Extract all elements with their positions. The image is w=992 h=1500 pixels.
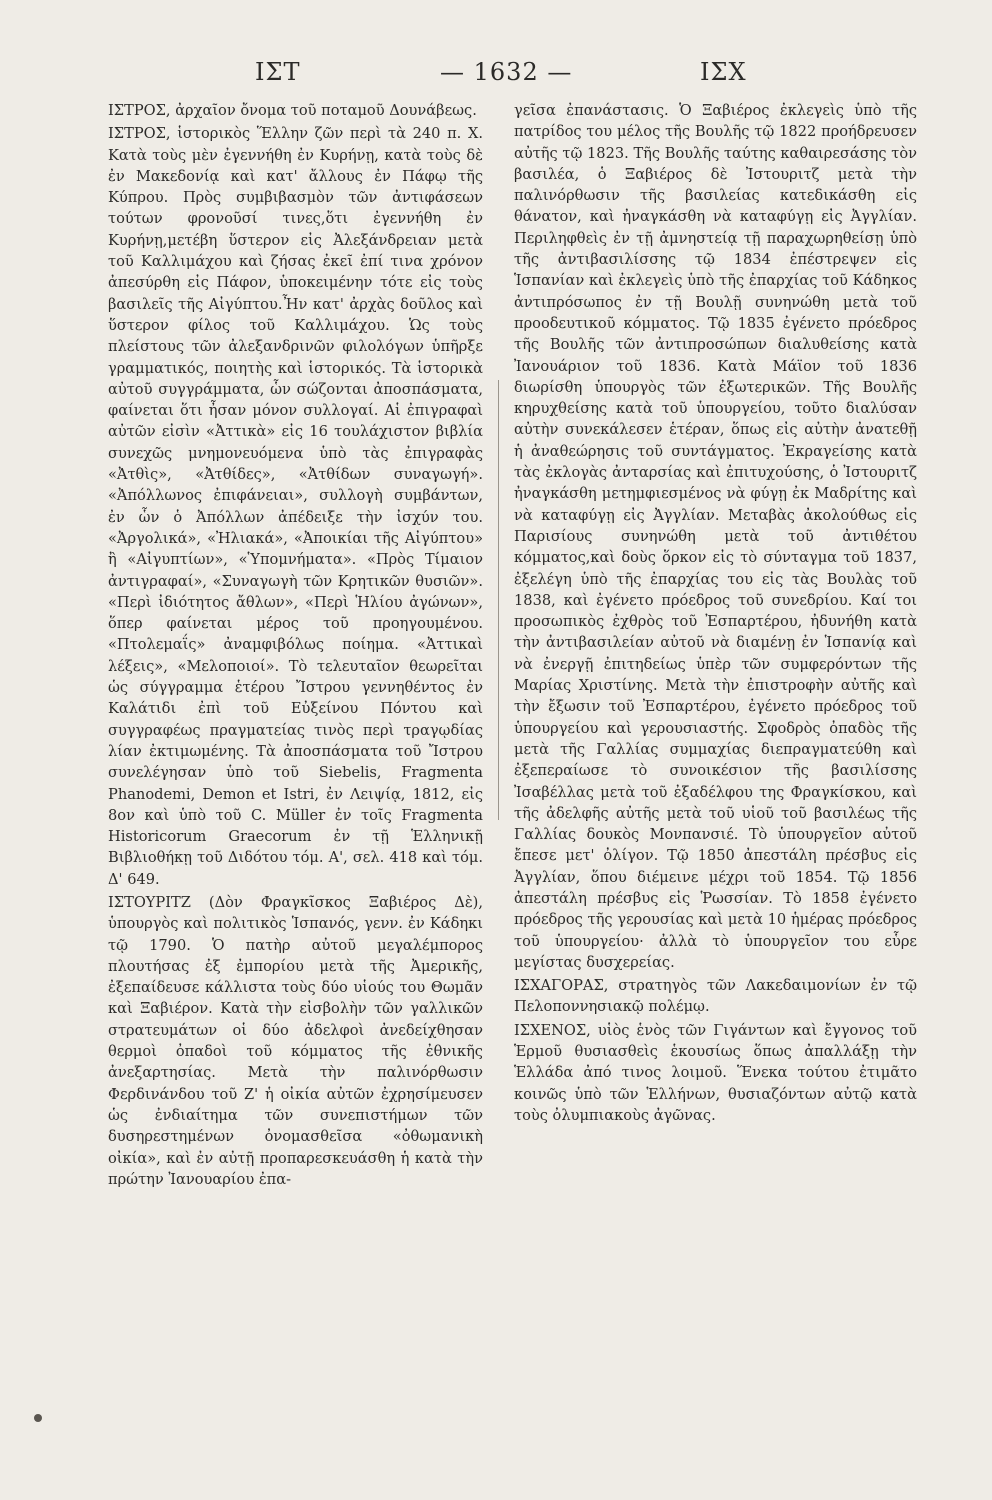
- page-number: — 1632 —: [440, 58, 573, 86]
- right-column: [514, 100, 917, 1126]
- entry-ischagoras: ΙΣΧΑΓΟΡΑΣ, στρατηγὸς τῶν Λακεδαιμονίων ἐν τῷ Πελοποννησιακῷ πολέμῳ.: [514, 977, 917, 1016]
- left-column: [108, 100, 483, 1190]
- column-divider: [498, 380, 499, 820]
- header-right: ΙΣΧ: [700, 58, 747, 86]
- entry-isturitz-start: ΙΣΤΟΥΡΙΤΖ (Δὸν Φραγκῖσκος Ξαβιέρος Δὲ), ὑπουργὸς καὶ πολιτικὸς Ἱσπανός, γενν. ἐν Κάδηκι τῷ 1790. Ὁ πατὴρ αὐτοῦ μεγαλέμπορος πλουτήσας ἐξ ἐμπορίου μετὰ τῆς Ἀμερικῆς, ἐξεπαίδευσε κάλλιστα τοὺς δύο υἱούς του Θωμᾶν καὶ Ξαβιέρον. Κατὰ τὴν εἰσβολὴν τῶν γαλλικῶν στρατευμάτων οἱ δύο ἀδελφοὶ ἀνεδείχθησαν θερμοὶ ὀπαδοὶ τοῦ κόμματος τῆς ἐθνικῆς ἀνεξαρτησίας. Μετὰ τὴν παλινόρθωσιν Φερδινάνδου τοῦ Ζ' ἡ οἰκία αὐτῶν ἐχρησίμευσεν ὡς ἐνδιαίτημα τῶν συνεπιστήμων τῶν δυσηρεστημένων ὀνομασθεῖσα «ὀθωμανικὴ οἰκία», καὶ ἐν αὐτῇ προπαρεσκευάσθη ἡ κατὰ τὴν πρώτην Ἰανουαρίου ἐπα-: [108, 893, 483, 1188]
- header-left: ΙΣΤ: [255, 58, 301, 86]
- running-header: [0, 58, 992, 98]
- entry-istros-river: ΙΣΤΡΟΣ, ἀρχαῖον ὄνομα τοῦ ποταμοῦ Δουνάβεως.: [108, 102, 477, 119]
- margin-dot: [34, 1414, 42, 1422]
- entry-istros-historian: ΙΣΤΡΟΣ, ἱστορικὸς Ἕλλην ζῶν περὶ τὰ 240 π. Χ. Κατὰ τοὺς μὲν ἐγεννήθη ἐν Κυρήνῃ, κατὰ τοὺς δὲ ἐν Μακεδονίᾳ καὶ κατ' ἄλλους ἐν Πάφῳ τῆς Κύπρου. Πρὸς συμβιβασμὸν τῶν ἀντιφάσεων τούτων φρονοῦσί τινες,ὅτι ἐγεννήθη ἐν Κυρήνῃ,μετέβη ὕστερον εἰς Ἀλεξάνδρειαν μετὰ τοῦ Καλλιμάχου καὶ ζήσας ἐκεῖ ἐπί τινα χρόνον ἀπεσύρθη εἰς Πάφον, ὑποκειμένην τότε εἰς τοὺς βασιλεῖς τῆς Αἰγύπτου.Ἦν κατ' ἀρχὰς δοῦλος καὶ ὕστερον φίλος τοῦ Καλλιμάχου. Ὡς τοὺς πλείστους τῶν ἀλεξανδρινῶν φιλολόγων ὑπῆρξε γραμματικός, ποιητὴς καὶ ἱστορικός. Τὰ ἱστορικὰ αὐτοῦ συγγράμματα, ὧν σώζονται ἀποσπάσματα, φαίνεται ὅτι ἦσαν μόνον συλλογαί. Αἱ ἐπιγραφαὶ αὐτῶν εἰσὶν «Ἀττικὰ» εἰς 16 τουλάχιστον βιβλία συνεχῶς μνημονευόμενα ὑπὸ τὰς ἐπιγραφὰς «Ἀτθὶς», «Ἀτθίδες», «Ἀτθίδων συναγωγή». «Ἀπόλλωνος ἐπιφάνειαι», συλλογὴ συμβάντων, ἐν ὧν ὁ Ἀπόλλων ἀπέδειξε τὴν ἰσχύν του. «Ἀργολικά», «Ἠλιακά», «Ἀποικίαι τῆς Αἰγύπτου» ἢ «Αἰγυπτίων», «Ὑπομνήματα». «Πρὸς Τίμαιον ἀντιγραφαί», «Συναγωγὴ τῶν Κρητικῶν θυσιῶν». «Περὶ ἰδιότητος ἄθλων», «Περὶ Ἡλίου ἀγώνων», ὅπερ φαίνεται μέρος τοῦ προηγουμένου. «Πτολεμαΐς» ἀναμφιβόλως ποίημα. «Ἀττικαὶ λέξεις», «Μελοποιοί». Τὸ τελευταῖον θεωρεῖται ὡς σύγγραμμα ἑτέρου Ἴστρου γεννηθέντος ἐν Καλάτιδι ἐπὶ τοῦ Εὐξείνου Πόντου καὶ συγγραφέως πραγματείας τινὸς περὶ τραγῳδίας λίαν ἐκτιμωμένης. Τὰ ἀποσπάσματα τοῦ Ἴστρου συνελέγησαν ὑπὸ τοῦ Siebelis, Fragmenta Phanodemi, Demon et Istri, ἐν Λειψίᾳ, 1812, εἰς 8ον καὶ ὑπὸ τοῦ C. Müller ἐν τοῖς Fragmenta Historicorum Graecorum ἐν τῇ Ἑλληνικῇ Βιβλιοθήκῃ τοῦ Διδότου τόμ. Α', σελ. 418 καὶ τόμ. Δ' 649.: [108, 125, 483, 888]
- entry-isturitz-continued: γεῖσα ἐπανάστασις. Ὁ Ξαβιέρος ἐκλεγεὶς ὑπὸ τῆς πατρίδος του μέλος τῆς Βουλῆς τῷ 1822 προήδρευσεν αὐτῆς τῷ 1823. Τῆς Βουλῆς ταύτης καθαιρεσάσης τὸν βασιλέα, ὁ Ξαβιέρος δὲ Ἰστουριτζ μετὰ τὴν παλινόρθωσιν τῆς βασιλείας κατεδικάσθη εἰς θάνατον, καὶ ἠναγκάσθη νὰ καταφύγῃ εἰς Ἀγγλίαν. Περιληφθεὶς ἐν τῇ ἀμνηστείᾳ τῇ παραχωρηθείσῃ ὑπὸ τῆς ἀντιβασιλίσσης τῷ 1834 ἐπέστρεψεν εἰς Ἱσπανίαν καὶ ἐκλεγεὶς ὑπὸ τῆς ἐπαρχίας τοῦ Κάδηκος ἀντιπρόσωπος ἐν τῇ Βουλῇ συνηνώθη μετὰ τοῦ προοδευτικοῦ κόμματος. Τῷ 1835 ἐγένετο πρόεδρος τῆς Βουλῆς τῶν ἀντιπροσώπων διαλυθείσης κατὰ Ἰανουάριον τοῦ 1836. Κατὰ Μάϊον τοῦ 1836 διωρίσθη ὑπουργὸς τῶν ἐξωτερικῶν. Τῆς Βουλῆς κηρυχθείσης κατὰ τοῦ ὑπουργείου, τοῦτο διαλύσαν αὐτὴν συνεκάλεσεν ἑτέραν, ὅπως εἰς αὐτὴν ἀνατεθῇ ἡ ἀναθεώρησις τοῦ συντάγματος. Ἐκραγείσης κατὰ τὰς ἐκλογὰς ἀνταρσίας καὶ ἐπιτυχούσης, ὁ Ἰστουριτζ ἠναγκάσθη μετημφιεσμένος νὰ φύγῃ ἐκ Μαδρίτης καὶ νὰ καταφύγῃ εἰς Ἀγγλίαν. Μεταβὰς ἀκολούθως εἰς Παρισίους συνηνώθη μετὰ τοῦ ἀντιθέτου κόμματος,καὶ δοὺς ὅρκον εἰς τὸ σύνταγμα τοῦ 1837, ἐξελέγη ὑπὸ τῆς ἐπαρχίας του εἰς τὰς Βουλὰς τοῦ 1838, καὶ ἐγένετο πρόεδρος τοῦ συνεδρίου. Καί τοι προσωπικὸς ἐχθρὸς τοῦ Ἐσπαρτέρου, ἠδυνήθη κατὰ τὴν ἀντιβασιλείαν αὐτοῦ νὰ διαμένῃ ἐν Ἱσπανίᾳ καὶ νὰ ἐνεργῇ ἐπιτηδείως ὑπὲρ τῶν συμφερόντων τῆς Μαρίας Χριστίνης. Μετὰ τὴν ἐπιστροφὴν αὐτῆς καὶ τὴν ἔξωσιν τοῦ Ἐσπαρτέρου, ἐγένετο πρόεδρος τοῦ ὑπουργείου καὶ γερουσιαστής. Σφοδρὸς ὀπαδὸς τῆς μετὰ τῆς Γαλλίας συμμαχίας διεπραγματεύθη καὶ ἐξεπεραίωσε τὸ συνοικέσιον τῆς βασιλίσσης Ἰσαβέλλας μετὰ τοῦ ἐξαδέλφου της Φραγκίσκου, καὶ τῆς ἀδελφῆς αὐτῆς μετὰ τοῦ υἱοῦ τοῦ βασιλέως τῆς Γαλλίας δουκὸς Μονπανσιέ. Τὸ ὑπουργεῖον αὐτοῦ ἔπεσε μετ' ὀλίγον. Τῷ 1850 ἀπεστάλη πρέσβυς εἰς Ἀγγλίαν, ὅπου διέμεινε μέχρι τοῦ 1854. Τῷ 1856 ἀπεστάλη πρέσβυς εἰς Ῥωσσίαν. Τὸ 1858 ἐγένετο πρόεδρος τῆς γερουσίας καὶ μετὰ 10 ἡμέρας πρόεδρος τοῦ ὑπουργείου· ἀλλὰ τὸ ὑπουργεῖον του εὗρε μεγίστας δυσχερείας.: [514, 102, 917, 971]
- entry-ischenos: ΙΣΧΕΝΟΣ, υἱὸς ἑνὸς τῶν Γιγάντων καὶ ἔγγονος τοῦ Ἑρμοῦ θυσιασθεὶς ἑκουσίως ὅπως ἀπαλλάξῃ τὴν Ἑλλάδα ἀπό τινος λοιμοῦ. Ἕνεκα τούτου ἐτιμᾶτο κοινῶς ὑπὸ τῶν Ἑλλήνων, θυσιαζόντων αὐτῷ κατὰ τοὺς ὀλυμπιακοὺς ἀγῶνας.: [514, 1021, 917, 1124]
